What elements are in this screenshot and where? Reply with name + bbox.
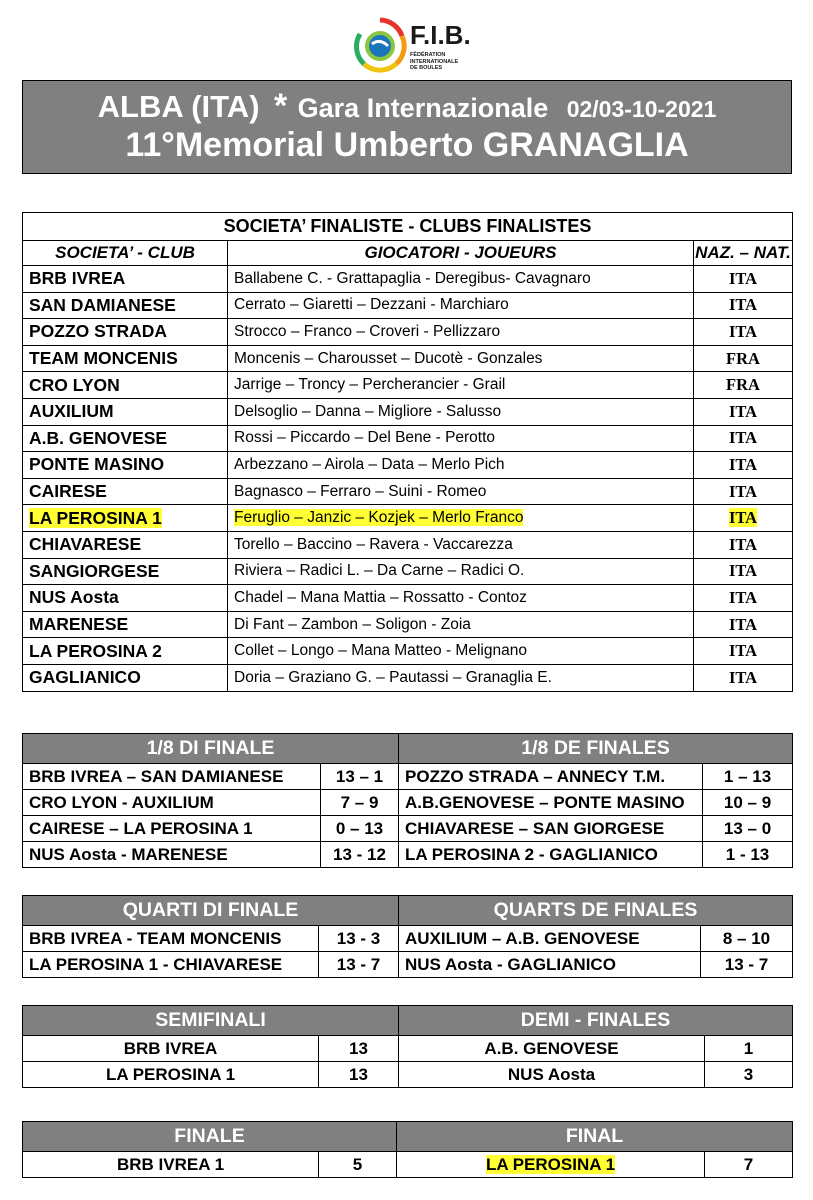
nation-cell: ITA xyxy=(694,452,793,479)
match-left: BRB IVREA - TEAM MONCENIS xyxy=(23,926,319,952)
table-row xyxy=(23,638,793,665)
eighths-table xyxy=(22,733,793,868)
quarters-title-fr: QUARTS DE FINALES xyxy=(399,896,793,926)
semi-team-left: LA PEROSINA 1 xyxy=(23,1062,319,1088)
event-type: Gara Internazionale xyxy=(297,93,549,123)
score-left: 13 - 7 xyxy=(319,952,399,978)
club-name-cell: CAIRESE xyxy=(23,478,228,505)
match-right: AUXILIUM – A.B. GENOVESE xyxy=(399,926,701,952)
semis-table xyxy=(22,1005,793,1088)
table-row xyxy=(23,558,793,585)
table-row xyxy=(23,664,793,691)
club-name-cell: GAGLIANICO xyxy=(23,664,228,691)
match-row xyxy=(23,952,793,978)
nation-cell: FRA xyxy=(694,345,793,372)
clubs-table-title: SOCIETA’ FINALISTE - CLUBS FINALISTES xyxy=(23,213,793,241)
semi-row xyxy=(23,1062,793,1088)
score-right: 8 – 10 xyxy=(701,926,793,952)
players-cell: Collet – Longo – Mana Matteo - Melignano xyxy=(228,638,694,665)
table-row xyxy=(23,425,793,452)
score-left: 0 – 13 xyxy=(321,816,399,842)
nation-cell: ITA xyxy=(694,398,793,425)
clubs-table xyxy=(22,212,793,692)
players-cell: Riviera – Radici L. – Da Carne – Radici O. xyxy=(228,558,694,585)
semis-title-fr: DEMI - FINALES xyxy=(399,1006,793,1036)
club-name-cell: CRO LYON xyxy=(23,372,228,399)
players-list: Feruglio – Janzic – Kozjek – Merlo Franco xyxy=(234,509,524,527)
players-cell xyxy=(228,505,694,532)
semi-row xyxy=(23,1036,793,1062)
semi-score-left: 13 xyxy=(319,1062,399,1088)
table-row xyxy=(23,372,793,399)
score-left: 13 - 12 xyxy=(321,842,399,868)
nation-cell: ITA xyxy=(694,558,793,585)
column-header-players: GIOCATORI - JOUEURS xyxy=(228,241,694,266)
club-name: LA PEROSINA 1 xyxy=(29,507,162,528)
players-cell: Delsoglio – Danna – Migliore - Salusso xyxy=(228,398,694,425)
table-row xyxy=(23,292,793,319)
nation-cell: ITA xyxy=(694,664,793,691)
club-name-cell xyxy=(23,505,228,532)
match-row xyxy=(23,790,793,816)
score-left: 13 – 1 xyxy=(321,764,399,790)
club-name-cell: CHIAVARESE xyxy=(23,531,228,558)
players-cell: Cerrato – Giaretti – Dezzani - Marchiaro xyxy=(228,292,694,319)
players-cell: Doria – Graziano G. – Pautassi – Granaglia E. xyxy=(228,664,694,691)
final-team-1: BRB IVREA 1 xyxy=(23,1152,319,1178)
club-name-cell: NUS Aosta xyxy=(23,585,228,612)
table-row xyxy=(23,478,793,505)
final-table xyxy=(22,1121,793,1178)
club-name-cell: PONTE MASINO xyxy=(23,452,228,479)
event-star: * xyxy=(273,87,288,125)
fib-logo xyxy=(352,14,471,78)
semi-score-right: 1 xyxy=(705,1036,793,1062)
club-name-cell: LA PEROSINA 2 xyxy=(23,638,228,665)
semi-team-left: BRB IVREA xyxy=(23,1036,319,1062)
club-name-cell: BRB IVREA xyxy=(23,266,228,293)
eighths-title-it: 1/8 DI FINALE xyxy=(23,734,399,764)
match-left: BRB IVREA – SAN DAMIANESE xyxy=(23,764,321,790)
match-left: NUS Aosta - MARENESE xyxy=(23,842,321,868)
players-cell: Ballabene C. - Grattapaglia - Deregibus- Cavagnaro xyxy=(228,266,694,293)
final-team-2 xyxy=(397,1152,705,1178)
fib-emblem-icon xyxy=(352,14,408,78)
match-row xyxy=(23,926,793,952)
players-cell: Arbezzano – Airola – Data – Merlo Pich xyxy=(228,452,694,479)
nation-cell: FRA xyxy=(694,372,793,399)
nation-cell: ITA xyxy=(694,638,793,665)
table-row xyxy=(23,505,793,532)
match-row xyxy=(23,764,793,790)
players-cell: Chadel – Mana Mattia – Rossatto - Contoz xyxy=(228,585,694,612)
players-cell: Jarrige – Troncy – Percherancier - Grail xyxy=(228,372,694,399)
score-left: 13 - 3 xyxy=(319,926,399,952)
table-row xyxy=(23,531,793,558)
club-name-cell: TEAM MONCENIS xyxy=(23,345,228,372)
semi-score-right: 3 xyxy=(705,1062,793,1088)
table-row xyxy=(23,452,793,479)
final-winner-highlight: LA PEROSINA 1 xyxy=(485,1154,616,1174)
quarters-title-it: QUARTI DI FINALE xyxy=(23,896,399,926)
match-row xyxy=(23,842,793,868)
match-right: CHIAVARESE – SAN GIORGESE xyxy=(399,816,703,842)
match-right: POZZO STRADA – ANNECY T.M. xyxy=(399,764,703,790)
fib-logo-text: F.I.B. xyxy=(410,20,471,50)
players-cell: Rossi – Piccardo – Del Bene - Perotto xyxy=(228,425,694,452)
final-score-2: 7 xyxy=(705,1152,793,1178)
players-cell: Torello – Baccino – Ravera - Vaccarezza xyxy=(228,531,694,558)
table-row xyxy=(23,319,793,346)
match-right: LA PEROSINA 2 - GAGLIANICO xyxy=(399,842,703,868)
club-name-cell: POZZO STRADA xyxy=(23,319,228,346)
nation-cell: ITA xyxy=(694,611,793,638)
event-line xyxy=(23,87,791,126)
club-name-cell: A.B. GENOVESE xyxy=(23,425,228,452)
match-left: CRO LYON - AUXILIUM xyxy=(23,790,321,816)
fib-logo-subtitle: FÉDÉRATION INTERNATIONALE DE BOULES xyxy=(410,52,459,71)
final-score-1: 5 xyxy=(319,1152,397,1178)
column-header-nation: NAZ. – NAT. xyxy=(694,241,793,266)
score-right: 1 - 13 xyxy=(703,842,793,868)
nation-cell: ITA xyxy=(694,292,793,319)
nation-code: ITA xyxy=(728,508,758,528)
score-right: 13 – 0 xyxy=(703,816,793,842)
table-row xyxy=(23,611,793,638)
event-title: 11°Memorial Umberto GRANAGLIA xyxy=(125,126,689,164)
semi-score-left: 13 xyxy=(319,1036,399,1062)
table-row xyxy=(23,345,793,372)
nation-cell xyxy=(694,505,793,532)
players-cell: Moncenis – Charousset – Ducotè - Gonzales xyxy=(228,345,694,372)
players-cell: Strocco – Franco – Croveri - Pellizzaro xyxy=(228,319,694,346)
club-name-cell: SANGIORGESE xyxy=(23,558,228,585)
match-left: CAIRESE – LA PEROSINA 1 xyxy=(23,816,321,842)
event-place: ALBA (ITA) xyxy=(97,89,260,124)
event-banner xyxy=(22,80,792,174)
nation-cell: ITA xyxy=(694,425,793,452)
column-header-club: SOCIETA’ - CLUB xyxy=(23,241,228,266)
event-dates: 02/03-10-2021 xyxy=(566,96,717,122)
players-cell: Di Fant – Zambon – Soligon - Zoia xyxy=(228,611,694,638)
match-row xyxy=(23,816,793,842)
semi-team-right: NUS Aosta xyxy=(399,1062,705,1088)
match-left: LA PEROSINA 1 - CHIAVARESE xyxy=(23,952,319,978)
nation-cell: ITA xyxy=(694,585,793,612)
club-name-cell: SAN DAMIANESE xyxy=(23,292,228,319)
table-row xyxy=(23,585,793,612)
nation-cell: ITA xyxy=(694,266,793,293)
match-right: A.B.GENOVESE – PONTE MASINO xyxy=(399,790,703,816)
final-title-fr: FINAL xyxy=(397,1122,793,1152)
nation-cell: ITA xyxy=(694,478,793,505)
quarters-table xyxy=(22,895,793,978)
club-name-cell: MARENESE xyxy=(23,611,228,638)
nation-cell: ITA xyxy=(694,319,793,346)
final-title-it: FINALE xyxy=(23,1122,397,1152)
score-right: 1 – 13 xyxy=(703,764,793,790)
score-right: 10 – 9 xyxy=(703,790,793,816)
match-right: NUS Aosta - GAGLIANICO xyxy=(399,952,701,978)
score-right: 13 - 7 xyxy=(701,952,793,978)
table-row xyxy=(23,398,793,425)
table-row xyxy=(23,266,793,293)
players-cell: Bagnasco – Ferraro – Suini - Romeo xyxy=(228,478,694,505)
nation-cell: ITA xyxy=(694,531,793,558)
eighths-title-fr: 1/8 DE FINALES xyxy=(399,734,793,764)
club-name-cell: AUXILIUM xyxy=(23,398,228,425)
semi-team-right: A.B. GENOVESE xyxy=(399,1036,705,1062)
semis-title-it: SEMIFINALI xyxy=(23,1006,399,1036)
score-left: 7 – 9 xyxy=(321,790,399,816)
